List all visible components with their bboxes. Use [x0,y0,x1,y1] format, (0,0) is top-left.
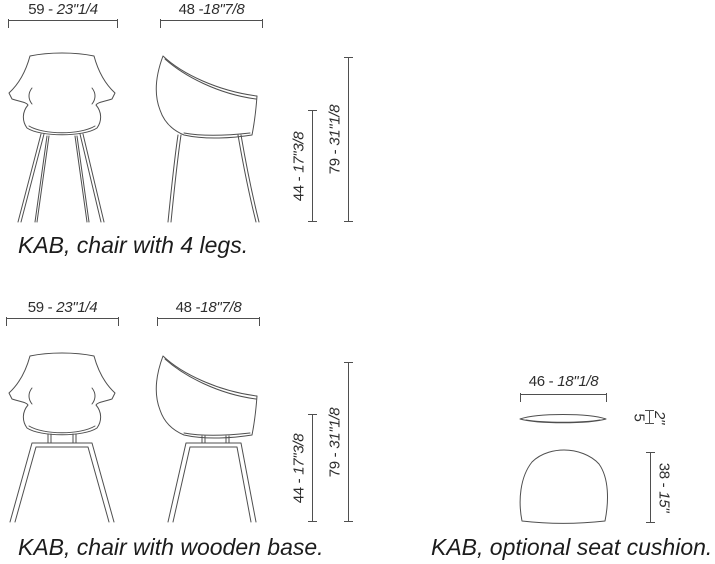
wooden-base-frame-side [168,443,256,522]
cushion-top-view-drawing [516,449,611,524]
chair4-width-dimension-label [8,2,118,18]
chairwood-width-dimension-line [6,318,119,319]
chairwood-front-view-drawing [4,350,120,525]
wooden-base-posts-side [202,436,229,443]
chair-shell-side-topline [165,59,256,99]
chair-shell-front-outline [9,353,115,435]
chair-arm-crease-right [92,88,95,104]
chair4-arm-height-dimension-line [312,110,313,222]
chairwood-depth-dimension-line [157,318,260,319]
cushion-side-profile-drawing [518,411,608,427]
chair-metal-legs-side [168,135,259,222]
chairwood-caption: KAB, chair with wooden base. [18,534,324,560]
chair-shell-front-rim [29,426,95,433]
chair-arm-crease-left [29,388,32,404]
cushion-thickness-cm: 5 [630,412,648,422]
chair4-front-view-drawing [4,50,120,225]
cushion-dome-outline [520,450,607,523]
chairwood-total-height-cm: 79 - [326,448,344,477]
chair4-width-cm: 59 - [28,1,57,18]
wooden-base-frame-front [10,443,114,522]
chairwood-width-in: 23"1/4 [56,299,98,316]
wooden-base-posts-front [48,434,76,443]
chair-arm-crease-left [29,88,32,104]
chairwood-depth-in: 18"7/8 [200,299,242,316]
chair4-total-height-dimension-line [348,57,349,222]
chair4-width-dimension-line [8,20,118,21]
cushion-thickness-dimension-line [649,410,650,424]
chair4-depth-dimension-line [160,20,263,21]
chair4-depth-in: 18"7/8 [203,1,245,18]
chair4-arm-height-in: 17"3/8 [290,131,308,173]
chairwood-depth-dimension-label [157,300,260,316]
chair-shell-side-topline [165,359,256,399]
cushion-width-dimension-label [516,374,611,390]
chairwood-depth-cm: 48 - [175,299,201,316]
cushion-width-cm: 46 - [528,373,558,390]
chair4-caption: KAB, chair with 4 legs. [18,232,249,258]
chair-shell-front-rim [29,126,95,133]
chairwood-arm-height-dimension-line [312,414,313,522]
chair4-arm-height-cm: 44 - [290,172,308,201]
chairwood-arm-height-cm: 44 - [290,474,308,503]
chairwood-arm-height-in: 17"3/8 [290,433,308,475]
chairwood-total-height-dimension-line [348,362,349,522]
chairwood-width-dimension-label [6,300,119,316]
chair4-total-height-dimension-label [324,57,346,222]
chairwood-total-height-in: 31"1/8 [326,407,344,449]
chair-shell-front-outline [9,53,115,135]
chairwood-width-cm: 59 - [27,299,57,316]
cushion-depth-dimension-label [652,452,676,523]
chair4-total-height-cm: 79 - [326,145,344,175]
cushion-thickness-in-label [651,404,669,430]
cushion-depth-dimension-line [650,452,651,523]
cushion-width-in: 18"1/8 [557,373,599,390]
chair-shell-side-rim [184,433,250,435]
chair4-arm-height-dimension-label [288,110,310,222]
cushion-lens-outline [520,415,606,423]
cushion-thickness-cm-label [631,405,647,429]
chair4-width-in: 23"1/4 [56,1,98,18]
chair-metal-legs-front [18,134,104,222]
cushion-thickness-in: 2" [651,410,669,424]
chairwood-side-view-drawing [148,350,268,525]
cushion-width-dimension-line [520,394,607,395]
chair-arm-crease-right [92,388,95,404]
cushion-depth-cm: 38 - [655,462,673,492]
chair4-total-height-in: 31"1/8 [326,104,344,146]
chair4-depth-cm: 48 - [178,1,204,18]
chairwood-total-height-dimension-label [324,362,346,522]
cushion-caption: KAB, optional seat cushion. [431,534,713,560]
chair-shell-side-rim [184,133,250,135]
chair4-depth-dimension-label [160,2,263,18]
chairwood-arm-height-dimension-label [288,414,310,522]
cushion-depth-in: 15" [655,491,673,513]
chair4-side-view-drawing [148,50,268,225]
